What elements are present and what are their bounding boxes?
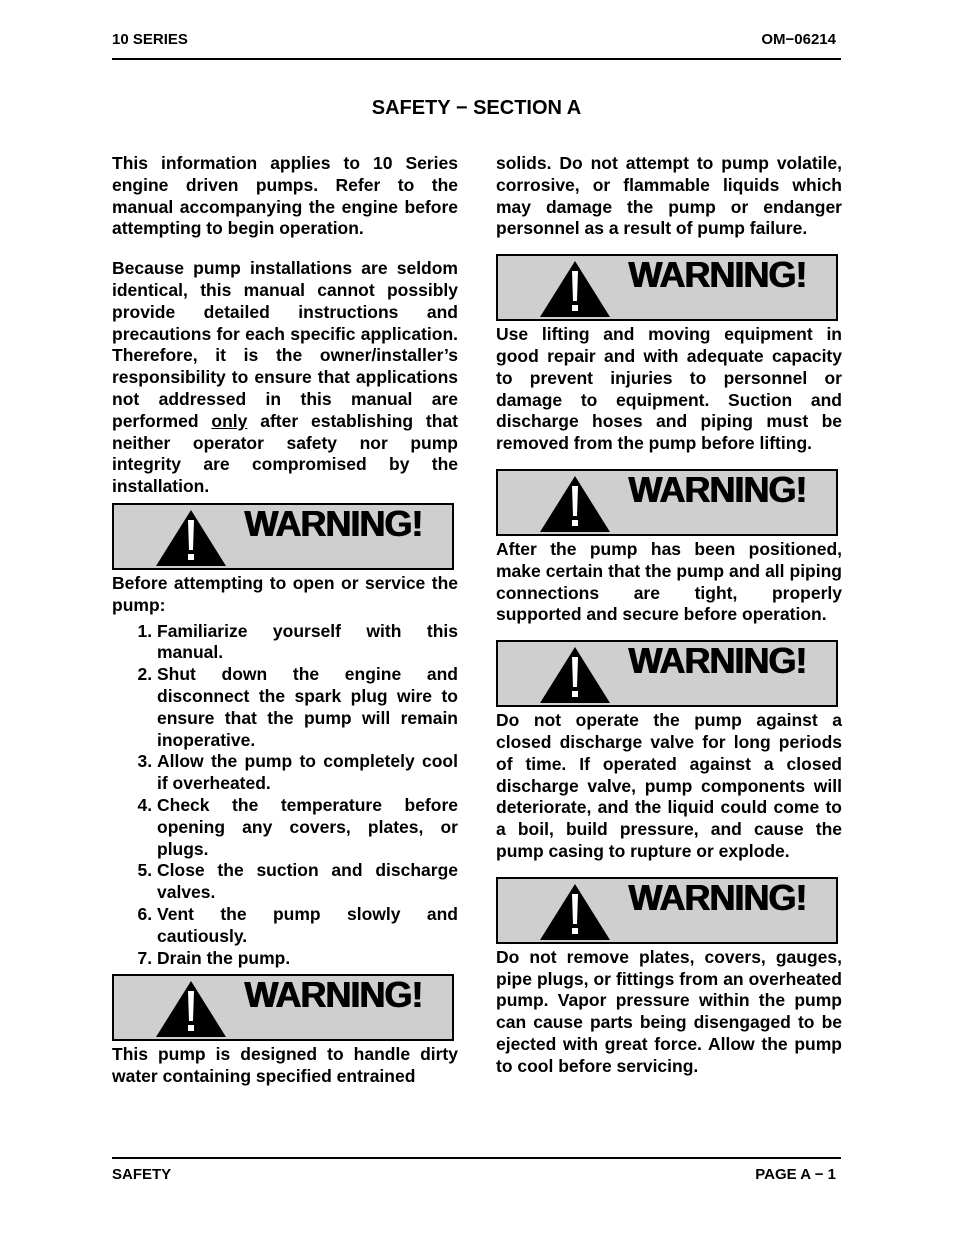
list-item: 1. Familiarize yourself with this manual.	[157, 621, 458, 665]
warning-box	[112, 974, 454, 1041]
warning-box	[496, 469, 838, 536]
footer-section: SAFETY	[112, 1166, 172, 1183]
warning-triangle-icon	[154, 508, 228, 568]
warning-text: Do not remove plates, covers, gauges, pipe plugs, or fittings from an overheated pump. Vapor pressure within the pump can cause parts being disengaged to be ejected with great force. Allow the pump to cool before servicing.	[496, 946, 842, 1076]
header-doc-number: OM−06214	[761, 31, 836, 48]
warning-text: Do not operate the pump against a closed discharge valve for long periods of time. If operated against a closed discharge valve, pump components will deteriorate, and the liquid could come to a boil, build pressure, and cause the pump casing to rupture or explode.	[496, 710, 842, 861]
list-item: 6. Vent the pump slowly and cautiously.	[157, 904, 458, 948]
warning-triangle-icon	[538, 474, 612, 534]
warning-box	[496, 254, 838, 321]
warning-label: WARNING!	[628, 640, 806, 682]
page-footer	[112, 1166, 841, 1183]
warning-label: WARNING!	[244, 502, 422, 544]
warning-lead: Before attempting to open or service the pump:	[112, 572, 458, 615]
right-column	[496, 153, 842, 1078]
list-item: 4. Check the temperature before opening any covers, plates, or plugs.	[157, 795, 458, 860]
list-item: 3. Allow the pump to completely cool if overheated.	[157, 751, 458, 795]
page-title: SAFETY − SECTION A	[371, 97, 582, 119]
warning-text: After the pump has been positioned, make certain that the pump and all piping connections are tight, properly supported and secure before operation.	[496, 538, 842, 625]
warning-triangle-icon	[538, 645, 612, 705]
left-column	[112, 153, 458, 1088]
warning-triangle-icon	[538, 882, 612, 942]
footer-rule	[112, 1157, 841, 1159]
installation-paragraph: Because pump installations are seldom identical, this manual cannot possibly provide detailed instructions and precautions for each specific application. Therefore, it is the owner/installer’s responsibility to ensure that applications not addressed in this manual are performed only after establishing that neither operator safety nor pump integrity are compromised by the installation.	[112, 258, 459, 497]
warning-label: WARNING!	[628, 876, 806, 918]
warning-text: Use lifting and moving equipment in good repair and with adequate capacity to prevent injuries to personnel or damage to equipment. Suction and discharge hoses and piping must be removed from the pump before lifting.	[496, 324, 842, 454]
list-item: 5. Close the suction and discharge valves.	[157, 860, 458, 904]
warning-text: This pump is designed to handle dirty water containing specified entrained	[112, 1044, 458, 1087]
only-emphasis: only	[211, 410, 248, 431]
warning-box	[496, 640, 838, 707]
page-header	[112, 31, 841, 48]
list-item: 7. Drain the pump.	[157, 948, 458, 970]
header-rule	[112, 58, 841, 60]
warning-label: WARNING!	[628, 468, 806, 510]
warning-label: WARNING!	[244, 974, 422, 1016]
warning-box	[112, 503, 454, 570]
service-steps-list	[112, 621, 458, 970]
warning-triangle-icon	[538, 259, 612, 319]
continued-paragraph: solids. Do not attempt to pump volatile, corrosive, or flammable liquids which may damage the pump or endanger personnel as a result of pump failure.	[496, 153, 842, 239]
footer-page-number: PAGE A − 1	[755, 1166, 836, 1183]
warning-box	[496, 877, 838, 944]
warning-triangle-icon	[154, 979, 228, 1039]
header-series: 10 SERIES	[112, 31, 188, 48]
intro-paragraph: This information applies to 10 Series engine driven pumps. Refer to the manual accompanying the engine before attempting to begin operation.	[112, 153, 458, 239]
warning-label: WARNING!	[628, 254, 806, 296]
list-item: 2. Shut down the engine and disconnect the spark plug wire to ensure that the pump will remain inoperative.	[157, 664, 458, 751]
